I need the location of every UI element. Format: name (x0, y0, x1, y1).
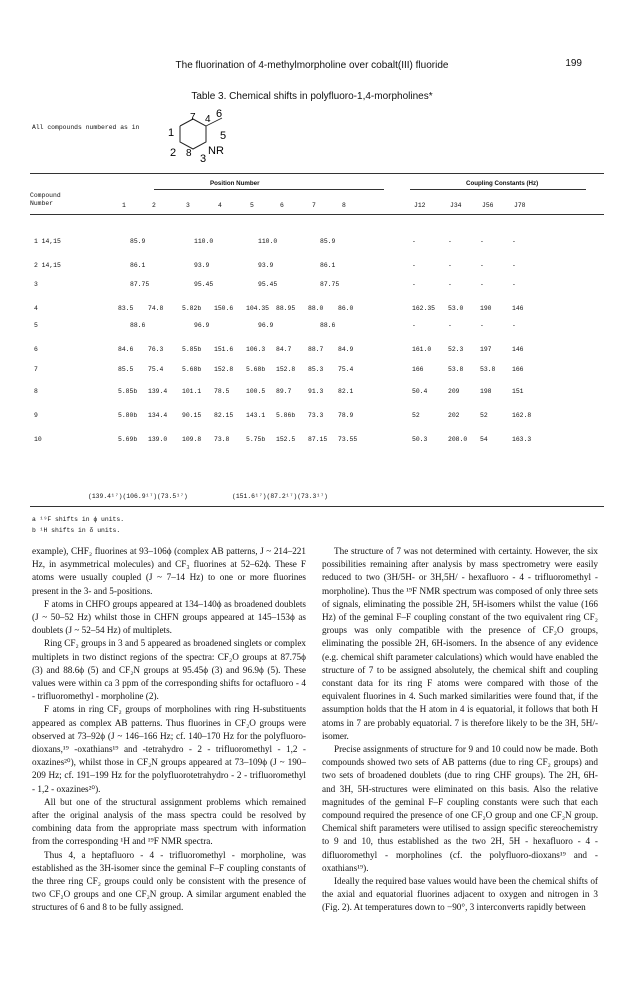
shift-value: 85.5 (118, 366, 134, 373)
left-column (32, 545, 306, 915)
shift-value: 5.80b (118, 412, 138, 419)
position-col-header: 8 (342, 202, 346, 209)
shift-value: 87.15 (308, 436, 328, 443)
shift-value: 82.1 (338, 388, 354, 395)
shift-value: 5.85b (182, 346, 202, 353)
shift-value: 101.1 (182, 388, 202, 395)
ring-label-3: 3 (200, 153, 207, 165)
right-para-2: Precise assignments of structure for 9 and 10 could now be made. Both compounds showed two sets of AB patterns (due to ring CF₂ groups) and two sets of broadened doublets (due to ring CHF groups). The 2H, 6H- and 3H, 5H-structures were eliminated on this basis. Also the relative magnitudes of the geminal F–F coupling constants were such that each compound required the presence of one CF₂O group and one CF₂N group. Chemical shift parameters were utilised to assign specific stereochemistry to 9 and 10, thus established as the two 2H, 5H - hexafluoro - 4 - difluoromethyl - morpholines (cf. the polyfluoro-dioxans¹⁹ and -oxathians¹⁹). (322, 744, 598, 873)
shift-value: 110.0 (258, 238, 278, 245)
numbering-note: All compounds numbered as in (32, 124, 140, 131)
coupling-value: 54 (480, 436, 488, 443)
coupling-value: 52.3 (448, 346, 464, 353)
coupling-value: 197 (480, 346, 492, 353)
shift-value: 5.82b (182, 305, 202, 312)
compound-number: 2 14,15 (34, 262, 61, 269)
shift-value: 88.95 (276, 305, 296, 312)
coupling-value: 53.8 (480, 366, 496, 373)
row10-sub-b: (151.6¹⁷)(87.2¹⁷)(73.3¹⁷) (232, 493, 328, 500)
shift-value: 151.6 (214, 346, 234, 353)
compound-number: 1 14,15 (34, 238, 61, 245)
coupling-value: - (412, 322, 416, 329)
right-column (322, 545, 598, 915)
coupling-value: - (448, 262, 452, 269)
shift-value: 91.3 (308, 388, 324, 395)
coupling-value: 52 (480, 412, 488, 419)
coupling-value: 50.3 (412, 436, 428, 443)
coupling-value: 202 (448, 412, 460, 419)
ring-label-1: 1 (168, 127, 175, 139)
coupling-value: - (412, 281, 416, 288)
coupling-value: 208.0 (448, 436, 468, 443)
ring-label-7: 7 (190, 112, 196, 123)
table-rule-bottom (30, 506, 604, 507)
coupling-value: 166 (412, 366, 424, 373)
position-col-header: 5 (250, 202, 254, 209)
left-para-4: F atoms in ring CF₂ groups of morpholines with ring H-substituents appeared as complex AB patterns. Thus fluorines in CF₂O groups were observed at 73–92ϕ (J ~ 146–166 Hz; cf. 140–170 Hz for the polyfluoro-dioxans,¹⁹ -oxathians¹⁹ and -tetrahydro - 2 - trifluoromethyl - 1,2 - oxazines²⁰), whilst those in CF₂N groups appeared at 73–109ϕ (J ~ 190–209 Hz; cf. 191–199 Hz for the polyfluorotetrahydro - 2 - trifluoromethyl - 1,2 - oxazines²⁰). (32, 704, 306, 794)
shift-value: 139.0 (148, 436, 168, 443)
shift-value: 86.0 (338, 305, 354, 312)
shift-value: 75.4 (148, 366, 164, 373)
shift-value: 100.5 (246, 388, 266, 395)
shift-value: 143.1 (246, 412, 266, 419)
ring-label-5: 5 (220, 130, 227, 142)
coupling-value: - (480, 238, 484, 245)
shift-value: 152.5 (276, 436, 296, 443)
shift-value: 152.8 (276, 366, 296, 373)
shift-value: 83.5 (118, 305, 134, 312)
coupling-value: 52 (412, 412, 420, 419)
coupling-col-header: J56 (482, 202, 494, 209)
shift-value: 84.6 (118, 346, 134, 353)
compound-header: Compound Number (30, 192, 61, 207)
shift-value: 5.68b (182, 366, 202, 373)
coupling-value: 162.8 (512, 412, 532, 419)
shift-value: 96.9 (194, 322, 210, 329)
footnote-b: b ¹H shifts in δ units. (32, 527, 121, 534)
compound-number: 4 (34, 305, 38, 312)
coupling-value: - (512, 262, 516, 269)
position-col-header: 2 (152, 202, 156, 209)
coupling-value: 151 (512, 388, 524, 395)
ring-label-8: 8 (186, 148, 192, 159)
shift-value: 85.3 (308, 366, 324, 373)
coupling-value: - (480, 262, 484, 269)
shift-value: 74.8 (148, 305, 164, 312)
shift-value: 73.3 (308, 412, 324, 419)
shift-value: 82.15 (214, 412, 234, 419)
coupling-value: - (412, 262, 416, 269)
shift-table (0, 0, 624, 500)
coupling-value: 146 (512, 346, 524, 353)
position-col-header: 3 (186, 202, 190, 209)
shift-value: 90.15 (182, 412, 202, 419)
shift-value: 104.35 (246, 305, 270, 312)
coupling-value: 161.0 (412, 346, 432, 353)
coupling-value: 162.35 (412, 305, 436, 312)
shift-value: 75.4 (338, 366, 354, 373)
coupling-value: 53.0 (448, 305, 464, 312)
compound-number: 10 (34, 436, 42, 443)
left-para-6: Thus 4, a heptafluoro - 4 - trifluoromethyl - morpholine, was established as the 3H-isomer since the geminal F–F coupling constants of the three ring CF₂ groups could only be consistent with the presence of two CF₂O groups and one CF₂N group. A similar argument enabled the structures of 6 and 8 to be fully assigned. (32, 849, 306, 913)
left-para-1: example), CHF₂ fluorines at 93–106ϕ (complex AB patterns, J ~ 214–221 Hz, in asymmetrical molecules) and CF₃ fluorines at 52–62ϕ. These F atoms were usually coupled (J ~ 7–14 Hz) to one or more fluorines present in the 3- and 5-positions. (32, 546, 306, 596)
shift-value: 5.86b (276, 412, 296, 419)
shift-value: 87.75 (320, 281, 340, 288)
ring-label-2: 2 (170, 147, 177, 159)
page-number: 199 (565, 58, 582, 69)
coupling-value: 209 (448, 388, 460, 395)
shift-value: 96.9 (258, 322, 274, 329)
shift-value: 5.85b (118, 388, 138, 395)
shift-value: 139.4 (148, 388, 168, 395)
shift-value: 85.9 (320, 238, 336, 245)
ring-label-6: 6 (216, 108, 223, 120)
coupling-value: 190 (480, 305, 492, 312)
shift-value: 86.1 (130, 262, 146, 269)
shift-value: 150.6 (214, 305, 234, 312)
coupling-value: 50.4 (412, 388, 428, 395)
shift-value: 88.7 (308, 346, 324, 353)
coupling-value: 53.8 (448, 366, 464, 373)
position-col-header: 7 (312, 202, 316, 209)
coupling-value: - (412, 238, 416, 245)
shift-value: 78.9 (338, 412, 354, 419)
shift-value: 93.9 (194, 262, 210, 269)
ring-label-nr: NR (208, 145, 224, 157)
compound-number: 5 (34, 322, 38, 329)
coupling-value: - (512, 238, 516, 245)
coupling-value: 166 (512, 366, 524, 373)
shift-value: 5.69b (118, 436, 138, 443)
left-para-5: All but one of the structural assignment problems which remained after the original analysis of the mass spectra could be resolved by combining data from the appropriate mass spectrum with information from the corresponding ¹H and ¹⁹F NMR spectra. (32, 796, 306, 847)
right-para-3: Ideally the required base values would have been the chemical shifts of the axial and equatorial fluorines adjacent to oxygen and nitrogen in 3 (Fig. 2). At temperatures down to −90°, 3 interconverts rapidly between (322, 876, 598, 913)
left-para-2: F atoms in CHFO groups appeared at 134–140ϕ as broadened doublets (J ~ 50–52 Hz) whilst those in CHFN groups appeared at 145–153ϕ as doublets (J ~ 52–54 Hz) of multiplets. (32, 598, 306, 636)
shift-value: 110.0 (194, 238, 214, 245)
shift-value: 152.8 (214, 366, 234, 373)
shift-value: 95.45 (258, 281, 278, 288)
shift-value: 88.6 (130, 322, 146, 329)
coupling-col-header: J34 (450, 202, 462, 209)
coupling-value: - (448, 238, 452, 245)
shift-value: 95.45 (194, 281, 214, 288)
coupling-value: - (480, 281, 484, 288)
shift-value: 78.5 (214, 388, 230, 395)
shift-value: 73.8 (214, 436, 230, 443)
shift-value: 73.55 (338, 436, 358, 443)
compound-number: 7 (34, 366, 38, 373)
shift-value: 134.4 (148, 412, 168, 419)
coupling-value: - (512, 322, 516, 329)
coupling-value: - (448, 322, 452, 329)
running-title: The fluorination of 4-methylmorpholine over cobalt(III) fluoride (175, 60, 449, 71)
shift-value: 84.9 (338, 346, 354, 353)
shift-value: 88.6 (320, 322, 336, 329)
shift-value: 109.8 (182, 436, 202, 443)
shift-value: 89.7 (276, 388, 292, 395)
shift-value: 5.75b (246, 436, 266, 443)
shift-value: 87.75 (130, 281, 150, 288)
coupling-col-header: J12 (414, 202, 426, 209)
table-caption: Table 3. Chemical shifts in polyfluoro-1,4-morpholines* (191, 91, 433, 102)
compound-number: 8 (34, 388, 38, 395)
position-col-header: 4 (218, 202, 222, 209)
compound-number: 9 (34, 412, 38, 419)
row10-sub-a: (139.4¹⁷)(106.9¹⁷)(73.5¹⁷) (88, 493, 188, 500)
shift-value: 84.7 (276, 346, 292, 353)
coupling-value: 146 (512, 305, 524, 312)
coupling-value: - (512, 281, 516, 288)
shift-value: 76.3 (148, 346, 164, 353)
ring-label-4: 4 (205, 114, 211, 125)
coupling-value: - (448, 281, 452, 288)
footnote-a: a ¹⁹F shifts in ϕ units. (32, 516, 125, 523)
right-para-1: The structure of 7 was not determined with certainty. However, the six possibilities remaining after analysis by mass spectrometry were easily reduced to two (3H/5H- or 3H,5H/ - hexafluoro - 4 - trifluoromethyl - morpholine). Thus the ¹⁹F NMR spectrum was composed of only three sets of signals, eliminating the possible 2H, 5H-isomers whilst the value (166 Hz) of the geminal F–F coupling constant of the two equivalent ring CF₂ groups was only compatible with the presence of CF₂O groups, eliminating the possible 2H, 6H-isomers. In the absence of any evidence (e.g. chemical shift parameter calculations) which would have enabled the structure of 7 to be assigned absolutely, the chemical shift and coupling constant data for its ring F atoms were compared with those of the equivalent fluorines in 4. Such marked similarities were found that, if the assumption holds that the H atom in 4 is equatorial, it follows that both H atoms in 7 are probably equatorial. 7 is therefore likely to be the 3H, 5H/-isomer. (322, 546, 598, 741)
compound-number: 6 (34, 346, 38, 353)
left-para-3: Ring CF₂ groups in 3 and 5 appeared as broadened singlets or complex multiplets in two distinct regions of the spectra: CF₂O groups at 87.75ϕ (3) and 88.6ϕ (5) and CF₂N groups at 95.45ϕ (3) and 96.9ϕ (5). These values were within ca 3 ppm of the corresponding shifts for octafluoro - 4 - trifluoromethyl - morpholine (2). (32, 638, 306, 702)
position-header: Position Number (210, 180, 260, 187)
position-col-header: 6 (280, 202, 284, 209)
coupling-header: Coupling Constants (Hz) (466, 180, 539, 187)
shift-value: 86.1 (320, 262, 336, 269)
coupling-col-header: J78 (514, 202, 526, 209)
coupling-value: - (480, 322, 484, 329)
position-col-header: 1 (122, 202, 126, 209)
shift-value: 85.9 (130, 238, 146, 245)
shift-value: 93.9 (258, 262, 274, 269)
shift-value: 88.0 (308, 305, 324, 312)
compound-number: 3 (34, 281, 38, 288)
coupling-value: 163.3 (512, 436, 532, 443)
shift-value: 5.68b (246, 366, 266, 373)
shift-value: 106.3 (246, 346, 266, 353)
coupling-value: 198 (480, 388, 492, 395)
